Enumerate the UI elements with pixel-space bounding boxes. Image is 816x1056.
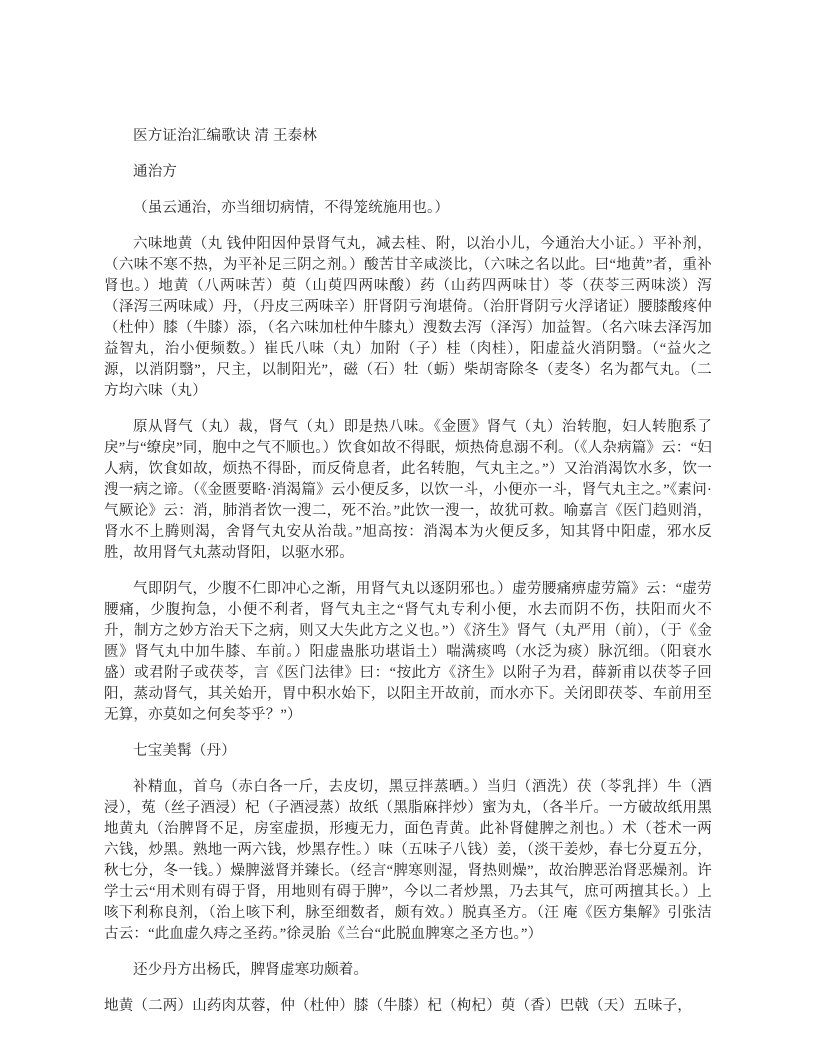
para-haishao-dan-intro: 还少丹方出杨氏，脾肾虚寒功颇着。 <box>133 962 369 978</box>
para-haishao-dan-ingredients: 地黄（二两）山药肉苁蓉，仲（杜仲）膝（牛膝）杞（枸杞）萸（香）巴戟（天）五味子， <box>104 998 692 1014</box>
para-liuwei-dihuang: 六味地黄（丸 钱仲阳因仲景肾气丸，减去桂、附，以治小儿，今通治大小证。）平补剂，（六味不寒不热，为平补足三阴之剂。）酸苦甘辛咸淡比，（六味之名以此。曰“地黄”者，重补肾也。）地黄（八两味苦）萸（山萸四两味酸）药（山药四两味甘）苓（茯苓三两味淡）泻（泽泻三两味咸）丹，（丹皮三两味辛）肝肾阴亏洵堪倚。（治肝肾阴亏火浮诸证）腰膝酸疼仲（杜仲）膝（牛膝）添，（名六味加杜仲牛膝丸）溲数去泻（泽泻）加益智。（名六味去泽泻加益智丸，治小便频数。）崔氏八味（丸）加附（子）桂（肉桂），阳虚益火消阴翳。（“益火之源，以消阴翳”，尺主，以制阳光”，磁（石）牡（蛎）柴胡寄除冬（麦冬）名为都气丸。（二方均六味（丸） <box>104 236 712 399</box>
section-title-qibao-meiran: 七宝美髯（丹） <box>133 743 236 759</box>
para-qibao-meiran: 补精血，首乌（赤白各一斤，去皮切，黑豆拌蒸晒。）当归（酒洗）茯（苓乳拌）牛（酒浸），菟（丝子酒浸）杞（子酒浸蒸）故纸（黑脂麻拌炒）蜜为丸，（各半斤。一方破故纸用黑地黄丸（治脾肾不足，房室虚损，形瘦无力，面色青黄。此补肾健脾之剂也。）术（苍术一两六钱，炒黑。熟地一两六钱，炒黑存性。）味（五味子八钱）姜，（淡干姜炒，春七分夏五分，秋七分，冬一钱。）燥脾滋肾并臻长。（经言“脾寒则湿，肾热则燥”，故治脾恶治肾恶燥剂。许学士云“用术则有碍于肾，用地则有碍于脾”，今以二者炒黑，乃去其气，庶可两擅其长。）上咳下利称良剂，（治上咳下利，脉至细数者，颇有效。）脱真圣方。（汪 庵《医方集解》引张洁古云：“此血虚久痔之圣药。”徐灵胎《兰台“此脱血脾寒之圣方也。”） <box>104 779 712 942</box>
document-title: 医方证治汇编歌诀 清 王泰林 <box>133 128 318 144</box>
para-jisheng-shenqi: 气即阴气，少腹不仁即冲心之渐，用肾气丸以逐阴邪也。）虚劳腰痛痹虚劳篇》云：“虚劳腰痛，少腹拘急，小便不利者，肾气丸主之“肾气丸专利小便，水去而阴不伤，扶阳而火不升，制方之妙方治天下之病，则又大失此方之义也。”）《济生》肾气（丸严用（前），（于《金匮》肾气丸中加牛膝、车前。）阳虚蛊胀功堪诣土）喘满痰鸣（水泛为痰）脉沉细。（阳衰水盛）或君附子或茯苓，言《医门法律》曰：“按此方《济生》以附子为君，薛新甫以茯苓子回阳，蒸动肾气，其关始开，胃中积水始下，以阳主开故前，而水亦下。关闭即茯苓、车前用至无算，亦莫如之何矣苓乎？”） <box>104 581 712 723</box>
usage-note: （虽云通治，亦当细切病情，不得笼统施用也。） <box>133 200 450 216</box>
section-title-tongzhifang: 通治方 <box>133 164 178 180</box>
para-shenqi-wan: 原从肾气（丸）裁，肾气（丸）即是热八味。《金匮》肾气（丸）治转胞，妇人转胞系了戾”与“缭戾”同，胞中之气不顺也。）饮食如故不得眠，烦热倚息溺不利。（《人杂病篇》云：“妇人病，饮食如故，烦热不得卧，而反倚息者，此名转胞，气丸主之。”）又治消渴饮水多，饮一溲一病之谛。（《金匮要略·消渴篇》云小便反多，以饮一斗，小便亦一斗，肾气丸主之。”《素问·气厥论》云：消，肺消者饮一溲二，死不治。”此饮一溲一，故犹可救。喻嘉言《医门趋则消，肾水不上腾则渴，舍肾气丸安从治哉。”旭高按：消渴本为火便反多，知其肾中阳虚，邪水反胜，故用肾气丸蒸动肾阳，以驱水邪。 <box>104 419 712 561</box>
